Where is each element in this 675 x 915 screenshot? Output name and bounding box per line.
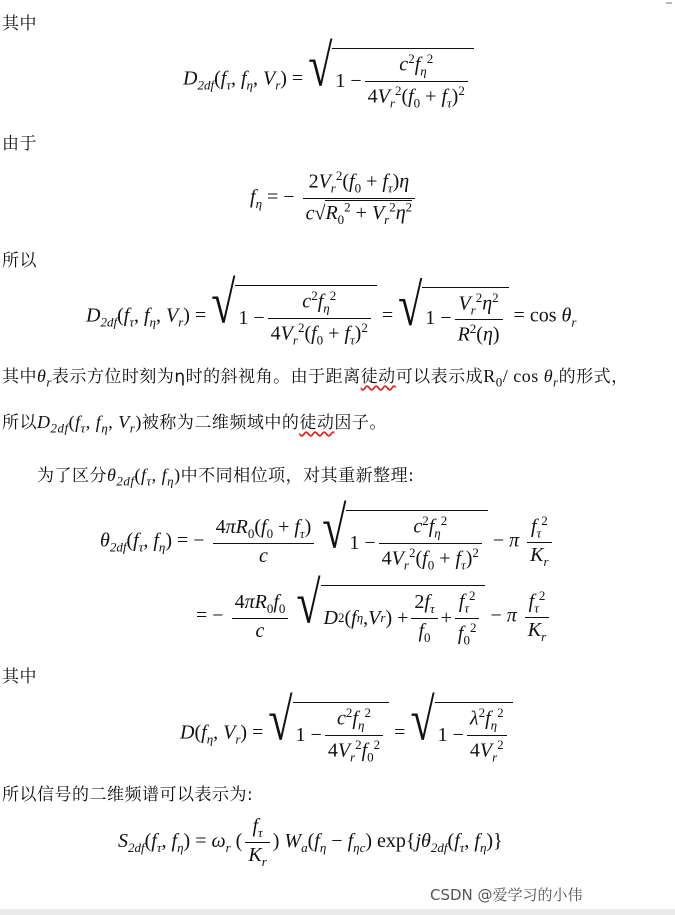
text-suoyi-1: 所以 xyxy=(2,251,37,271)
paragraph-line-2: 所以$D_{2df}(f_\tau$, $f_\eta$, $V_r$)被称为二维频域中的徒动因子。 xyxy=(2,412,387,436)
equation-theta-2df-line1: $\theta_{2df}(f_\tau$, $f_\eta$) = − $\frac{4\pi R_0(f_0 + f_\tau)}{c}$ √ 1 − $\frac{c^2f_\eta^2}{4V_r^2(f_0 + f_\tau)^2}$ − π $\frac{f_\tau^2}{K_r}$ xyxy=(100,510,555,573)
equation-d2df: $D_{2df}(f_\tau$, $f_\eta$, $V_r$) = √ 1 − $\frac{c^2f_\eta^2}{4V_r^2(f_0 + f_\tau)^2}$ xyxy=(183,48,474,111)
intro-reorganize: 为了区分$\theta_{2df}(f_\tau$, $f_\eta$)中不同相位项，对其重新整理: xyxy=(37,465,415,489)
text-youyu: 由于 xyxy=(2,134,37,154)
bottom-edge xyxy=(0,909,675,915)
text-suoyi-signal: 所以信号的二维频谱可以表示为: xyxy=(2,785,254,805)
equation-s2df: $S_{2df}(f_\tau$, $f_\eta) = \omega_r$ ( $\frac{f_\tau}{K_r}$ ) $W_a(f_\eta - f_{\eta c})$ $\exp\{j\theta_{2df}(f_\tau$, $f_\eta$)} xyxy=(118,815,503,869)
equation-d2df-expanded: $D_{2df}(f_\tau$, $f_\eta$, $V_r$) = √ 1 − $\frac{c^2f_\eta^2}{4V_r^2(f_0 + f_\tau)^2}$ = √ 1 − $\frac{V_r^2\eta^2}{R^2(\eta)}$ = $\cos \theta_r$ xyxy=(86,269,577,348)
text-qizhong-1: 其中 xyxy=(2,14,37,34)
page-corner-mark xyxy=(666,2,672,4)
csdn-watermark: CSDN @爱学习的小伟 xyxy=(430,886,583,904)
equation-d-f-eta: $D(f_\eta$, $V_r$) = √ 1 − $\frac{c^2f_\eta^2}{4V_r^2f_0^2}$ = √ 1 − $\frac{\lambda^2f_\eta^2}{4V_r^2}$ xyxy=(180,702,513,765)
equation-theta-2df-line2: = − $\frac{4\pi R_0f_0}{c}$ √ D 2 ( f η , V r ) + $\frac{2f_\tau}{f_0}$ + $\frac{f_\tau^2}{f_0^2}$ − π $\frac{f_\tau^2}{K_r}$ xyxy=(196,585,552,648)
text-qizhong-2: 其中 xyxy=(2,667,37,687)
paragraph-line-1: 其中$\theta_r$表示方位时刻为η时的斜视角。由于距离徒动可以表示成$R_0/$ $\cos \theta_r$的形式， xyxy=(2,366,629,390)
equation-f-eta: $f_\eta$ = − $\frac{2V_r^2(f_0 + f_\tau)\eta}{c√R_0^2 + V_r^2\eta^2}$ xyxy=(250,168,418,228)
